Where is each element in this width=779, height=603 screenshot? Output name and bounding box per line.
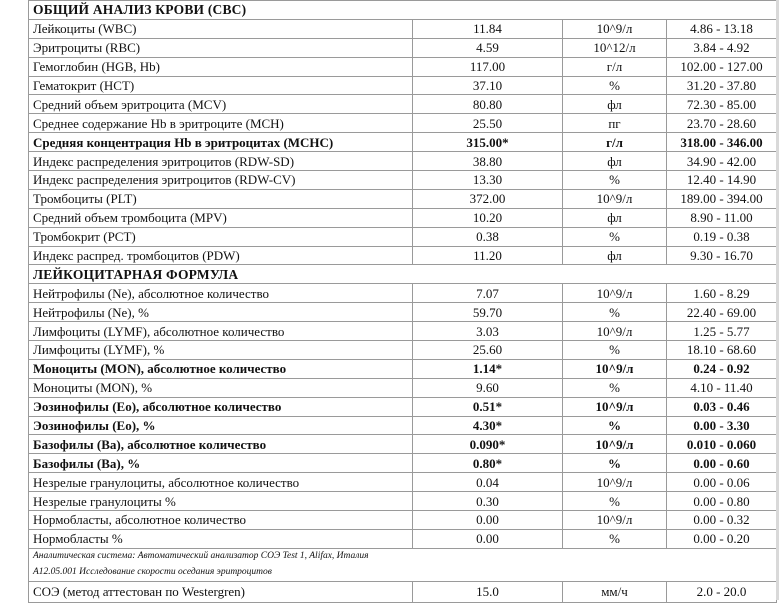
result-row [29,227,777,246]
result-unit: % [563,171,667,190]
result-value: 0.00 [413,529,563,548]
result-value: 10.20 [413,208,563,227]
result-unit: % [563,341,667,360]
section-title-cbc: ОБЩИЙ АНАЛИЗ КРОВИ (CBC) [29,1,777,20]
result-reference-range: 12.40 - 14.90 [667,171,777,190]
result-value: 117.00 [413,57,563,76]
result-value: 4.30* [413,416,563,435]
result-reference-range: 2.0 - 20.0 [667,581,777,602]
result-reference-range: 189.00 - 394.00 [667,189,777,208]
result-row [29,133,777,152]
result-reference-range: 72.30 - 85.00 [667,95,777,114]
result-unit: 10^9/л [563,435,667,454]
result-reference-range: 0.00 - 0.06 [667,473,777,492]
result-row [29,397,777,416]
result-name: Нормобласты, абсолютное количество [29,511,413,530]
result-unit: % [563,529,667,548]
result-unit: 10^9/л [563,189,667,208]
result-value: 15.0 [413,581,563,602]
result-row [29,435,777,454]
result-row [29,359,777,378]
result-reference-range: 22.40 - 69.00 [667,303,777,322]
result-unit: 10^9/л [563,473,667,492]
result-unit: 10^9/л [563,19,667,38]
result-row [29,57,777,76]
result-reference-range: 0.00 - 0.80 [667,492,777,511]
result-value: 9.60 [413,378,563,397]
result-row [29,189,777,208]
result-name: Индекс распределения эритроцитов (RDW-SD) [29,152,413,171]
result-reference-range: 0.00 - 3.30 [667,416,777,435]
result-name: Нормобласты % [29,529,413,548]
result-name: Эозинофилы (Eo), абсолютное количество [29,397,413,416]
result-name: Моноциты (MON), абсолютное количество [29,359,413,378]
result-row [29,95,777,114]
result-name: Базофилы (Ba), абсолютное количество [29,435,413,454]
result-row [29,511,777,530]
result-value: 80.80 [413,95,563,114]
note-analyzer: Аналитическая система: Автоматический анализатор СОЭ Test 1, Alifax, Италия [29,548,777,565]
result-unit: % [563,378,667,397]
result-unit: фл [563,208,667,227]
section-header-cbc [29,1,777,20]
result-reference-range: 0.00 - 0.60 [667,454,777,473]
result-value: 3.03 [413,322,563,341]
note-row-test-code [29,565,777,582]
result-value: 0.04 [413,473,563,492]
result-reference-range: 1.60 - 8.29 [667,284,777,303]
result-value: 38.80 [413,152,563,171]
result-reference-range: 318.00 - 346.00 [667,133,777,152]
result-row [29,114,777,133]
result-value: 7.07 [413,284,563,303]
section-header-formula [29,265,777,284]
result-name: Гематокрит (HCT) [29,76,413,95]
result-value: 0.30 [413,492,563,511]
result-row [29,246,777,265]
result-unit: 10^9/л [563,322,667,341]
result-name: Незрелые гранулоциты % [29,492,413,511]
result-row [29,454,777,473]
result-name: Тромбоциты (PLT) [29,189,413,208]
result-value: 25.50 [413,114,563,133]
results-table-body [29,1,777,603]
result-unit: фл [563,95,667,114]
result-value: 37.10 [413,76,563,95]
section-title-formula: ЛЕЙКОЦИТАРНАЯ ФОРМУЛА [29,265,777,284]
result-name: Лимфоциты (LYMF), % [29,341,413,360]
result-name: Индекс распределения эритроцитов (RDW-CV) [29,171,413,190]
result-row [29,284,777,303]
note-test-code: А12.05.001 Исследование скорости оседания эритроцитов [29,565,777,582]
result-reference-range: 4.86 - 13.18 [667,19,777,38]
result-unit: пг [563,114,667,133]
result-name: Гемоглобин (HGB, Hb) [29,57,413,76]
result-reference-range: 9.30 - 16.70 [667,246,777,265]
result-row [29,152,777,171]
result-reference-range: 0.19 - 0.38 [667,227,777,246]
result-value: 1.14* [413,359,563,378]
result-reference-range: 0.00 - 0.20 [667,529,777,548]
result-unit: фл [563,152,667,171]
result-unit: % [563,303,667,322]
result-name: Незрелые гранулоциты, абсолютное количество [29,473,413,492]
result-row [29,208,777,227]
result-row [29,341,777,360]
result-unit: 10^9/л [563,359,667,378]
result-value: 59.70 [413,303,563,322]
result-unit: фл [563,246,667,265]
result-row [29,378,777,397]
result-unit: 10^9/л [563,284,667,303]
result-reference-range: 0.24 - 0.92 [667,359,777,378]
result-reference-range: 102.00 - 127.00 [667,57,777,76]
result-reference-range: 4.10 - 11.40 [667,378,777,397]
result-unit: % [563,76,667,95]
result-row [29,473,777,492]
result-value: 0.090* [413,435,563,454]
result-row [29,171,777,190]
result-unit: мм/ч [563,581,667,602]
result-row [29,529,777,548]
result-reference-range: 8.90 - 11.00 [667,208,777,227]
result-row [29,76,777,95]
result-row [29,322,777,341]
result-value: 13.30 [413,171,563,190]
result-value: 0.00 [413,511,563,530]
result-unit: % [563,454,667,473]
result-unit: 10^9/л [563,511,667,530]
result-name: Лейкоциты (WBC) [29,19,413,38]
result-reference-range: 18.10 - 68.60 [667,341,777,360]
result-name: Средний объем эритроцита (MCV) [29,95,413,114]
result-value: 0.51* [413,397,563,416]
result-value: 11.20 [413,246,563,265]
result-reference-range: 1.25 - 5.77 [667,322,777,341]
result-reference-range: 31.20 - 37.80 [667,76,777,95]
result-name: Индекс распред. тромбоцитов (PDW) [29,246,413,265]
result-name: Среднее содержание Hb в эритроците (MCH) [29,114,413,133]
result-unit: % [563,492,667,511]
results-table [28,0,777,603]
result-name: Эритроциты (RBC) [29,38,413,57]
result-name: Средняя концентрация Hb в эритроцитах (MCHC) [29,133,413,152]
result-name: Нейтрофилы (Ne), абсолютное количество [29,284,413,303]
result-reference-range: 0.010 - 0.060 [667,435,777,454]
result-value: 4.59 [413,38,563,57]
result-value: 25.60 [413,341,563,360]
result-name: Тромбокрит (PCT) [29,227,413,246]
result-unit: % [563,416,667,435]
result-name: Лимфоциты (LYMF), абсолютное количество [29,322,413,341]
result-reference-range: 0.03 - 0.46 [667,397,777,416]
result-unit: 10^9/л [563,397,667,416]
result-unit: г/л [563,133,667,152]
result-row [29,492,777,511]
result-name: Нейтрофилы (Ne), % [29,303,413,322]
note-row-analyzer [29,548,777,565]
result-reference-range: 34.90 - 42.00 [667,152,777,171]
result-name: Моноциты (MON), % [29,378,413,397]
result-unit: г/л [563,57,667,76]
result-name: Средний объем тромбоцита (MPV) [29,208,413,227]
result-row [29,38,777,57]
result-reference-range: 0.00 - 0.32 [667,511,777,530]
result-unit: 10^12/л [563,38,667,57]
result-name: Базофилы (Ba), % [29,454,413,473]
result-reference-range: 3.84 - 4.92 [667,38,777,57]
result-row [29,19,777,38]
result-name: СОЭ (метод аттестован по Westergren) [29,581,413,602]
result-row [29,303,777,322]
result-unit: % [563,227,667,246]
result-value: 315.00* [413,133,563,152]
result-value: 372.00 [413,189,563,208]
result-name: Эозинофилы (Eo), % [29,416,413,435]
esr-row [29,581,777,602]
result-row [29,416,777,435]
result-value: 11.84 [413,19,563,38]
result-value: 0.38 [413,227,563,246]
result-value: 0.80* [413,454,563,473]
result-reference-range: 23.70 - 28.60 [667,114,777,133]
